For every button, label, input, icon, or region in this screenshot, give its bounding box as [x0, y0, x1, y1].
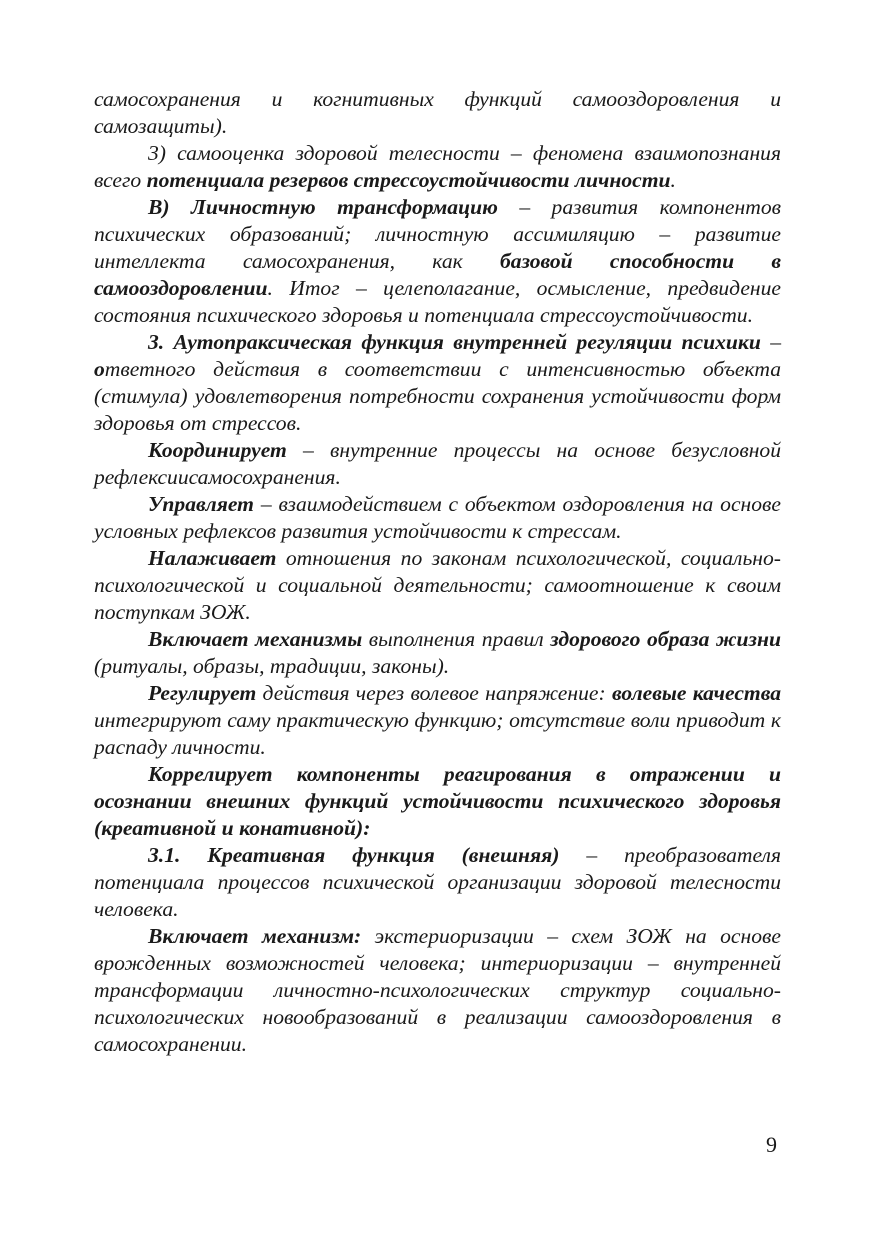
- bold-text: В) Личностную трансформацию: [148, 195, 498, 219]
- paragraph: [94, 86, 781, 140]
- paragraph: [94, 491, 781, 545]
- paragraph: [94, 923, 781, 1058]
- bold-text: волевые качества: [611, 681, 781, 705]
- bold-text: Регулирует: [148, 681, 257, 705]
- bold-text: здорового образа жизни: [550, 627, 781, 651]
- text-run: интегрируют саму практическую функцию; отсутствие воли приводит к распаду личности.: [94, 708, 781, 759]
- text-run: экстериоризации – схем ЗОЖ на основе врожденных возможностей человека; интериоризации – внутренней трансформации личностно-психологических структур социально-психологических новообразований в реализации самооздоровления в самосохранении.: [94, 924, 781, 1056]
- text-run: отношения по законам психологической, социально-психологической и социальной деятельности; самоотношение к своим поступкам ЗОЖ.: [94, 546, 781, 624]
- text-run: – внутренние процессы на основе безусловной рефлексиисамосохранения.: [94, 438, 781, 489]
- paragraph: [94, 680, 781, 761]
- text-run: 3) самооценка здоровой телесности – феномена взаимопознания всего: [94, 141, 781, 192]
- text-run: –: [760, 330, 781, 354]
- text-run: – развития компонентов психических образований; личностную ассимиляцию – развитие интеллекта самосохранения, как: [94, 195, 781, 273]
- paragraph: [94, 626, 781, 680]
- paragraph: [94, 842, 781, 923]
- text-run: тветного действия в соответствии с интенсивностью объекта (стимула) удовлетворения потребности сохранения устойчивости форм здоровья от стрессов.: [94, 357, 781, 435]
- text-run: – взаимодействием с объектом оздоровления на основе условных рефлексов развития устойчивости к стрессам.: [94, 492, 781, 543]
- paragraph: [94, 140, 781, 194]
- paragraph: [94, 194, 781, 329]
- bold-text: Включает механизмы: [148, 627, 363, 651]
- bold-text: Коррелирует компоненты реагирования в отражении и осознании внешних функций устойчивости психического здоровья (креативной и конативной):: [94, 762, 781, 840]
- bold-text: 3.1. Креативная функция (внешняя): [148, 843, 560, 867]
- page-number: 9: [766, 1132, 777, 1157]
- paragraph: [94, 545, 781, 626]
- text-run: – преобразователя потенциала процессов психической организации здоровой телесности человека.: [94, 843, 781, 921]
- bold-text: 3. Аутопраксическая функция внутренней регуляции психики: [148, 330, 761, 354]
- text-run: (ритуалы, образы, традиции, законы).: [94, 654, 450, 678]
- bold-text: Координирует: [148, 438, 287, 462]
- text-run: действия через волевое напряжение:: [256, 681, 612, 705]
- text-run: .: [670, 168, 676, 192]
- bold-text: базовой способности в самооздоровлении: [94, 249, 781, 300]
- paragraph: [94, 761, 781, 842]
- bold-text: потенциала резервов стрессоустойчивости личности: [146, 168, 671, 192]
- text-run: самосохранения и когнитивных функций самооздоровления и самозащиты).: [94, 87, 781, 138]
- document-body: [94, 86, 781, 1058]
- bold-text: Управляет: [148, 492, 254, 516]
- text-run: . Итог – целеполагание, осмысление, предвидение состояния психического здоровья и потенциала стрессоустойчивости.: [94, 276, 781, 327]
- bold-text: Включает механизм:: [148, 924, 362, 948]
- paragraph: [94, 329, 781, 437]
- bold-text: о: [94, 357, 105, 381]
- paragraph: [94, 437, 781, 491]
- text-run: выполнения правил: [362, 627, 551, 651]
- bold-text: Налаживает: [148, 546, 277, 570]
